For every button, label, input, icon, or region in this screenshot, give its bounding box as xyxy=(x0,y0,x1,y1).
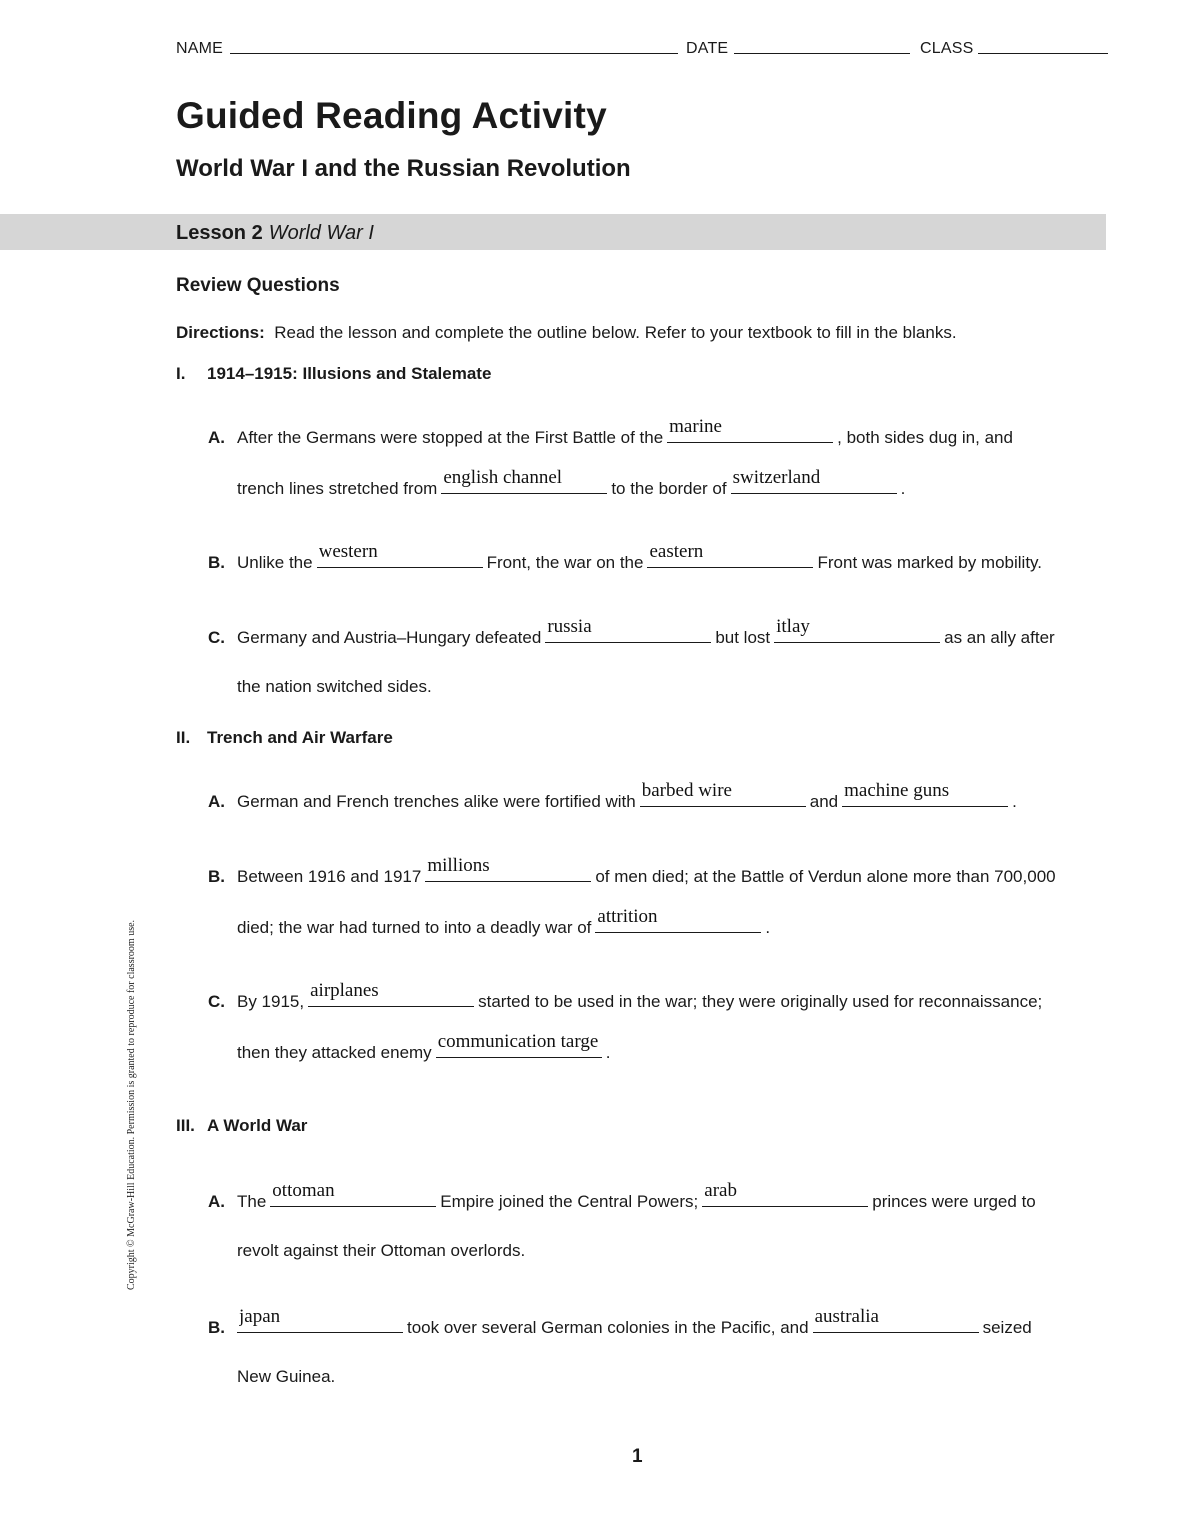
item-2c: C. By 1915, airplanes started to be used in the war; they were originally used for reconnaissance; xyxy=(208,980,1043,1011)
answer-blank[interactable]: marine xyxy=(667,426,833,443)
answer-blank[interactable]: machine guns xyxy=(842,790,1008,807)
item-3b: B. japan took over several German colonies in the Pacific, and australia seized xyxy=(208,1306,1032,1337)
section-3-heading: III. A World War xyxy=(176,1116,308,1135)
section-2-heading: II. Trench and Air Warfare xyxy=(176,728,393,747)
date-label: DATE xyxy=(686,40,729,57)
item-2b: B. Between 1916 and 1917 millions of men died; at the Battle of Verdun alone more than 700,000 xyxy=(208,855,1056,886)
copyright-notice: Copyright © McGraw-Hill Education. Permission is granted to reproduce for classroom use. xyxy=(126,919,137,1290)
answer-blank[interactable]: barbed wire xyxy=(640,790,806,807)
item-1b: B. Unlike the western Front, the war on the eastern Front was marked by mobility. xyxy=(208,541,1043,572)
name-field[interactable] xyxy=(230,53,678,54)
lesson-name: World War I xyxy=(268,222,374,244)
answer-blank[interactable]: attrition xyxy=(595,916,761,933)
section-1-heading: I. 1914–1915: Illusions and Stalemate xyxy=(176,364,492,383)
directions xyxy=(176,323,957,343)
item-2a: A. German and French trenches alike were fortified with barbed wire and machine guns . xyxy=(208,780,1017,811)
class-field[interactable] xyxy=(978,53,1108,54)
item-1a: A. After the Germans were stopped at the First Battle of the marine , both sides dug in, and xyxy=(208,416,1013,447)
directions-label: Directions: xyxy=(176,323,265,342)
lesson-banner xyxy=(0,214,1106,250)
item-1a-cont: trench lines stretched from english channel to the border of switzerland . xyxy=(237,467,906,498)
answer-blank[interactable]: ottoman xyxy=(270,1190,436,1207)
item-1c-cont: the nation switched sides. xyxy=(237,677,432,696)
lesson-label: Lesson 2 xyxy=(176,222,263,244)
item-2b-cont: died; the war had turned to into a deadly war of attrition . xyxy=(237,906,771,937)
answer-blank[interactable]: airplanes xyxy=(308,990,474,1007)
directions-text: Read the lesson and complete the outline below. Refer to your textbook to fill in the blanks. xyxy=(274,323,957,342)
answer-blank[interactable]: itlay xyxy=(774,626,940,643)
answer-blank[interactable]: russia xyxy=(545,626,711,643)
answer-blank[interactable]: communication targe xyxy=(436,1041,602,1058)
date-field[interactable] xyxy=(734,53,910,54)
page-number: 1 xyxy=(632,1446,643,1467)
header-fields xyxy=(176,38,1108,62)
answer-blank[interactable]: western xyxy=(317,551,483,568)
item-3a-cont: revolt against their Ottoman overlords. xyxy=(237,1241,526,1260)
answer-blank[interactable]: english channel xyxy=(441,477,607,494)
answer-blank[interactable]: australia xyxy=(813,1316,979,1333)
item-3b-cont: New Guinea. xyxy=(237,1367,336,1386)
page-subtitle: World War I and the Russian Revolution xyxy=(176,155,631,182)
class-label: CLASS xyxy=(920,40,974,57)
review-heading: Review Questions xyxy=(176,275,340,296)
name-label: NAME xyxy=(176,40,224,57)
answer-blank[interactable]: japan xyxy=(237,1316,403,1333)
item-2c-cont: then they attacked enemy communication targe . xyxy=(237,1031,611,1062)
answer-blank[interactable]: switzerland xyxy=(731,477,897,494)
answer-blank[interactable]: millions xyxy=(425,865,591,882)
item-1c: C. Germany and Austria–Hungary defeated russia but lost itlay as an ally after xyxy=(208,616,1055,647)
page-title: Guided Reading Activity xyxy=(176,95,607,136)
item-3a: A. The ottoman Empire joined the Central Powers; arab princes were urged to xyxy=(208,1180,1036,1211)
answer-blank[interactable]: arab xyxy=(702,1190,868,1207)
answer-blank[interactable]: eastern xyxy=(647,551,813,568)
